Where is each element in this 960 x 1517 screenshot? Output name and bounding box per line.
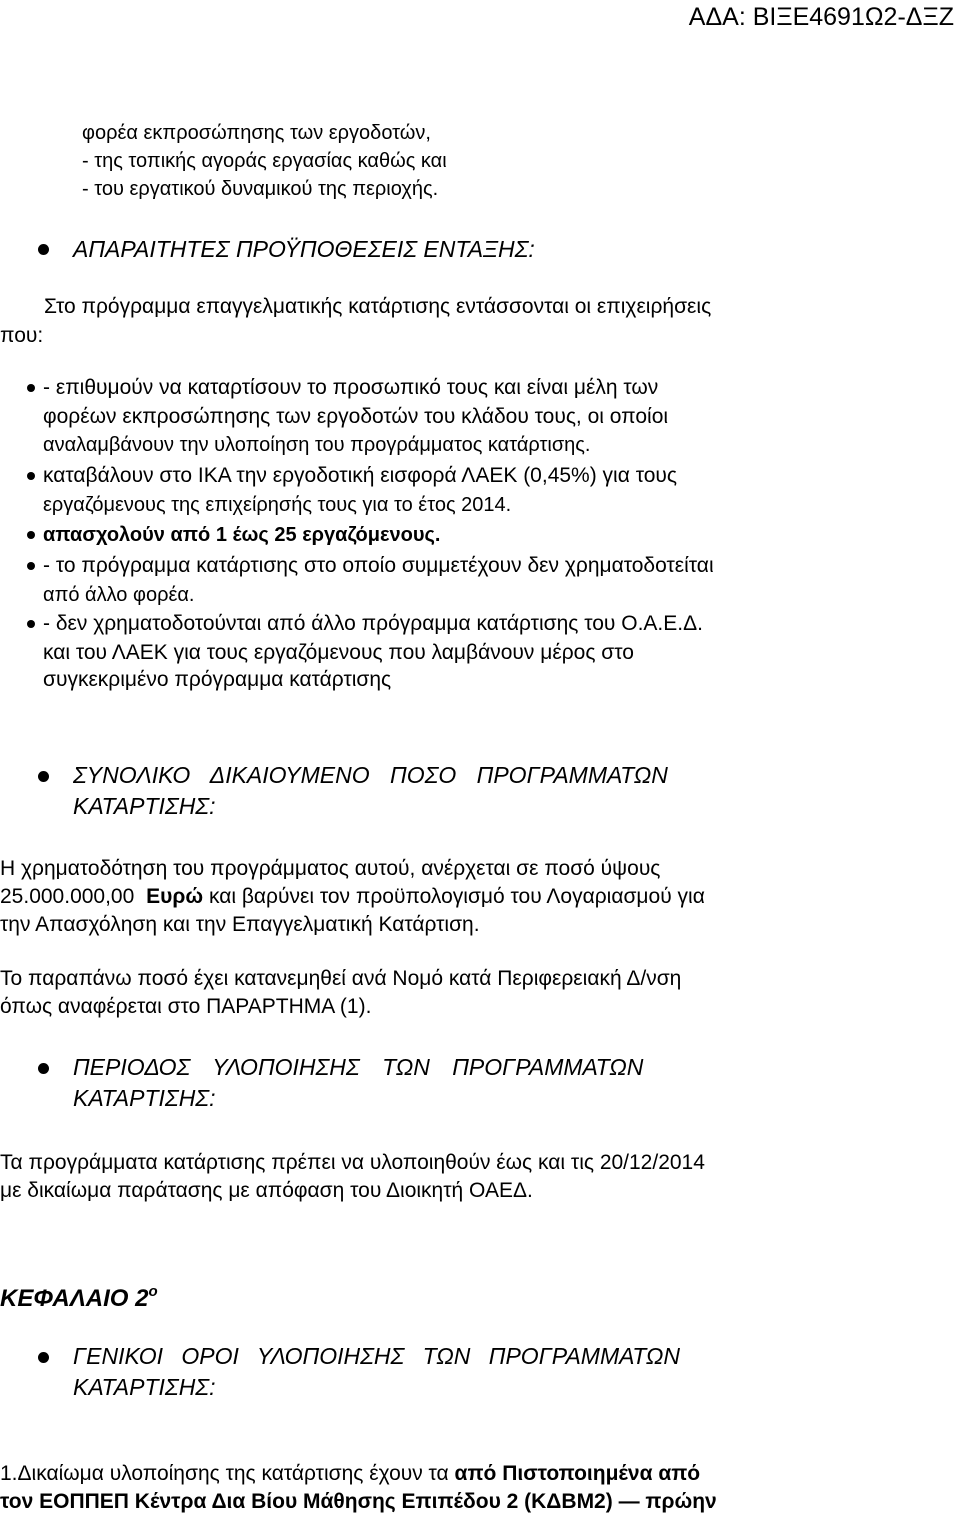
amount-p1-line-1: Η χρηματοδότηση του προγράμματος αυτού, ανέρχεται σε ποσό ύψους (0, 857, 661, 880)
amount-p2-line-2: όπως αναφέρεται στο ΠΑΡΑΡΤΗΜΑ (1). (0, 995, 372, 1018)
bullet-icon (27, 531, 35, 539)
amount-p1-line-2 (0, 885, 705, 909)
bullet-icon (27, 472, 35, 480)
amount-p2-line-1: Το παραπάνω ποσό έχει κατανεμηθεί ανά Νομό κατά Περιφερειακή Δ/νση (0, 967, 682, 990)
condition-item-1-line-2: φορέων εκπροσώπησης των εργοδοτών του κλάδου τους, οι οποίοι (43, 405, 669, 428)
general-line-1 (0, 1462, 700, 1486)
section-heading-conditions: ΑΠΑΡΑΙΤΗΤΕΣ ΠΡΟΫΠΟΘΕΣΕΙΣ ΕΝΤΑΞΗΣ: (73, 236, 535, 262)
bullet-icon (38, 244, 49, 255)
top-line-2: - της τοπικής αγοράς εργασίας καθώς και (82, 150, 447, 172)
condition-item-3-line-1: απασχολούν από 1 έως 25 εργαζόμενους. (43, 524, 441, 546)
top-line-1: φορέα εκπροσώπησης των εργοδοτών, (82, 122, 431, 144)
conditions-intro-line-2: που: (0, 324, 44, 347)
top-line-3: - του εργατικού δυναμικού της περιοχής. (82, 178, 439, 200)
bullet-icon (27, 384, 35, 392)
bullet-icon (38, 771, 49, 782)
condition-item-5-line-3: συγκεκριμένο πρόγραμμα κατάρτισης (43, 668, 392, 691)
amount-p1-line-2-rest: και βαρύνει τον προϋπολογισμό του Λογαριασμού για (208, 885, 705, 908)
chapter-title-superscript: ο (148, 1283, 158, 1300)
general-line-1-bold: από Πιστοποιημένα από (454, 1462, 701, 1485)
bullet-icon (38, 1063, 49, 1074)
section-heading-period-line-2: ΚΑΤΑΡΤΙΣΗΣ: (73, 1085, 216, 1111)
section-heading-amount-line-2: ΚΑΤΑΡΤΙΣΗΣ: (73, 793, 216, 819)
condition-item-1-line-1: - επιθυμούν να καταρτίσουν το προσωπικό τους και είναι μέλη των (43, 376, 659, 399)
condition-item-1-line-3: αναλαμβάνουν την υλοποίηση του προγράμματος κατάρτισης. (43, 434, 591, 456)
condition-item-2-line-2: εργαζόμενους της επιχείρησής τους για το έτος 2014. (43, 494, 512, 516)
condition-item-5-line-1: - δεν χρηματοδοτούνται από άλλο πρόγραμμα κατάρτισης του Ο.Α.Ε.Δ. (43, 612, 703, 635)
chapter-title (0, 1277, 158, 1314)
conditions-intro-line-1: Στο πρόγραμμα επαγγελματικής κατάρτισης εντάσσονται οι επιχειρήσεις (44, 295, 712, 318)
bullet-icon (27, 562, 35, 570)
document-code: ΑΔΑ: ΒΙΞΕ4691Ω2-ΔΞΖ (688, 3, 954, 31)
amount-currency: Ευρώ (146, 885, 204, 908)
condition-item-5-line-2: και του ΛΑΕΚ για τους εργαζόμενους που λαμβάνουν μέρος στο (43, 641, 634, 664)
amount-value: 25.000.000,00 (0, 885, 135, 908)
section-heading-period-line-1: ΠΕΡΙΟΔΟΣ ΥΛΟΠΟΙΗΣΗΣ ΤΩΝ ΠΡΟΓΡΑΜΜΑΤΩΝ (73, 1054, 644, 1080)
chapter-title-text: ΚΕΦΑΛΑΙΟ 2 (0, 1285, 149, 1312)
section-heading-amount-line-1: ΣΥΝΟΛΙΚΟ ΔΙΚΑΙΟΥΜΕΝΟ ΠΟΣΟ ΠΡΟΓΡΑΜΜΑΤΩΝ (73, 762, 668, 788)
bullet-icon (38, 1352, 49, 1363)
condition-item-2-line-1: καταβάλουν στο ΙΚΑ την εργοδοτική εισφορά ΛΑΕΚ (0,45%) για τους (43, 464, 677, 487)
bullet-icon (27, 620, 35, 628)
general-line-1-normal: 1.Δικαίωμα υλοποίησης της κατάρτισης έχουν τα (0, 1462, 449, 1485)
condition-item-4-line-2: από άλλο φορέα. (43, 584, 195, 606)
amount-p1-line-3: την Απασχόληση και την Επαγγελματική Κατάρτιση. (0, 913, 480, 936)
section-heading-general-line-1: ΓΕΝΙΚΟΙ ΟΡΟΙ ΥΛΟΠΟΙΗΣΗΣ ΤΩΝ ΠΡΟΓΡΑΜΜΑΤΩΝ (73, 1343, 680, 1369)
condition-item-4-line-1: - το πρόγραμμα κατάρτισης στο οποίο συμμετέχουν δεν χρηματοδοτείται (43, 554, 714, 577)
general-line-2: τον ΕΟΠΠΕΠ Κέντρα Δια Βίου Μάθησης Επιπέδου 2 (ΚΔΒΜ2) — πρώην (0, 1490, 717, 1513)
period-line-1: Τα προγράμματα κατάρτισης πρέπει να υλοποιηθούν έως και τις 20/12/2014 (0, 1151, 705, 1174)
section-heading-general-line-2: ΚΑΤΑΡΤΙΣΗΣ: (73, 1374, 216, 1400)
period-line-2: με δικαίωμα παράτασης με απόφαση του Διοικητή ΟΑΕΔ. (0, 1179, 533, 1202)
